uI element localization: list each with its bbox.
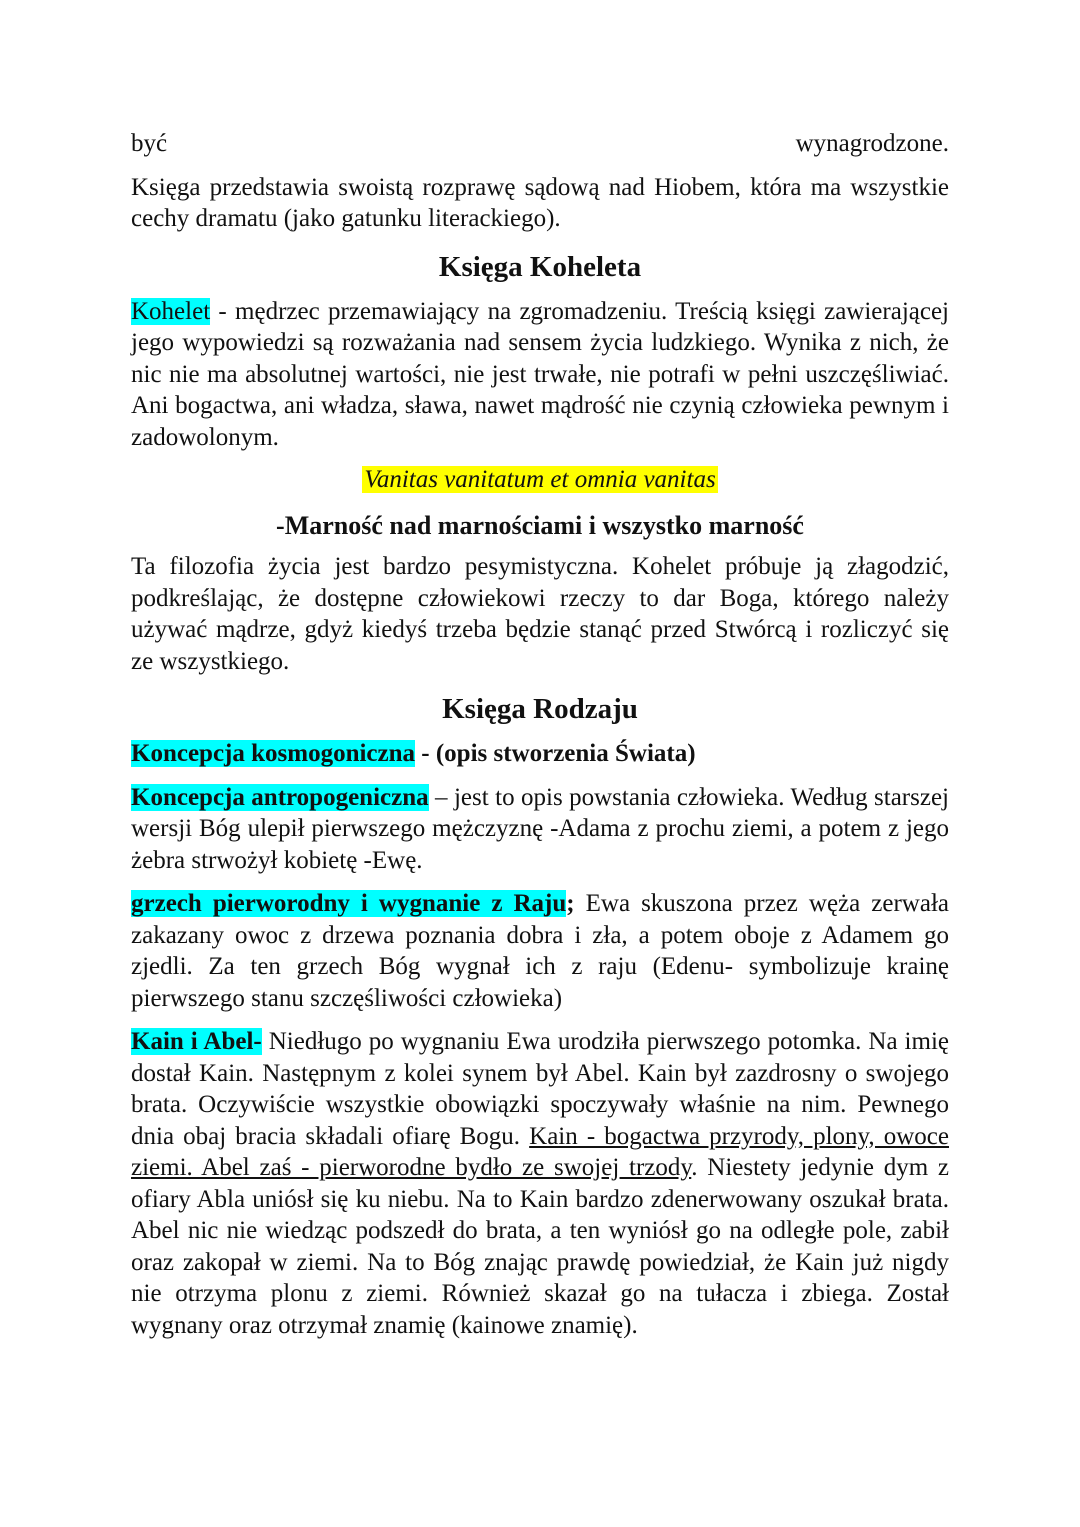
kosmo-paragraph (131, 738, 949, 770)
kosmo-term: Koncepcja kosmogoniczna (131, 740, 416, 767)
antropo-term: Koncepcja antropogeniczna (131, 783, 429, 811)
kain-underlined: Kain - bogactwa przyrody, plony, owoce ziemi. Abel zaś - pierworodne bydło ze swojej trzody (131, 1122, 949, 1181)
grzech-paragraph (131, 888, 949, 1014)
intro-word-left: być (131, 130, 168, 157)
intro-line (131, 128, 949, 160)
rodzaju-heading: Księga Rodzaju (442, 693, 638, 725)
kohelet-text: - mędrzec przemawiający na zgromadzeniu. Treścią księgi zawierającej jego wypowiedzi są rozważania nad sensem życia ludzkiego. Wynika z nich, że nic nie ma absolutnej wartości, nie jest trwałe, nie potrafi w pełni uszczęśliwiać. Ani bogactwa, ani władza, sława, nawet mądrość nie czynią człowieka pewnym i zadowolonym. (131, 297, 949, 451)
hiob-paragraph: Księga przedstawia swoistą rozprawę sądową nad Hiobem, która ma wszystkie cechy dramatu (jako gatunku literackiego). (131, 173, 949, 232)
kohelet-paragraph (131, 296, 949, 454)
kain-text-1: Niedługo po wygnaniu Ewa urodziła pierwszego potomka. Na imię dostał Kain. Następnym z kolei synem był Abel. Kain był zazdrosny o swojego brata. Oczywiście wszystkie obowiązki spoczywały właśnie na nim. Pewnego dnia obaj bracia składali ofiarę Bogu. (131, 1028, 949, 1150)
koheleta-heading: Księga Koheleta (438, 250, 642, 283)
kosmo-text: - (opis stworzenia Świata) (415, 740, 696, 767)
grzech-semicolon: ; (566, 890, 575, 917)
document-page (131, 128, 949, 1341)
antropo-text: – jest to opis powstania człowieka. Według starszej wersji Bóg ulepił pierwszego mężczyznę -Adama z prochu ziemi, a potem z jego żebra strwożył kobietę -Ewę. (131, 783, 950, 874)
latin-quote: Vanitas vanitatum et omnia vanitas (364, 466, 716, 493)
motto-heading: -Marność nad marnościami i wszystko marność (276, 510, 804, 540)
grzech-term: grzech pierworodny i wygnanie z Raju (131, 890, 567, 917)
kain-term: Kain i Abel- (131, 1028, 262, 1055)
kain-text-2: . Niestety jedynie dym z ofiary Abla uniósł się ku niebu. Na to Kain bardzo zdenerwowany oszukał brata. Abel nic nie wiedząc podszedł do brata, a ten wyniósł go na odległe pole, zabił oraz zakopał w ziemi. Na to Bóg znając prawdę powiedział, że Kain już nigdy nie otrzyma plonu z ziemi. Również skazał go na tułacza i zbiega. Został wygnany oraz otrzymał znamię (kainowe znamię). (131, 1154, 949, 1339)
quote-line (131, 464, 949, 496)
grzech-text: Ewa skuszona przez węża zerwała zakazany owoc z drzewa poznania dobra i zła, a potem oboje z Adamem go zjedli. Za ten grzech Bóg wygnał ich z raju (Edenu- symbolizuje krainę pierwszego stanu szczęśliwości człowieka) (131, 890, 949, 1012)
kain-paragraph (131, 1026, 949, 1341)
intro-word-right: wynagrodzone. (795, 130, 949, 157)
kohelet-term: Kohelet (131, 297, 211, 325)
philosophy-paragraph: Ta filozofia życia jest bardzo pesymistyczna. Kohelet próbuje ją złagodzić, podkreślając, że dostępne człowiekowi rzeczy to dar Boga, którego należy używać mądrze, gdyż kiedyś trzeba będzie stanąć przed Stwórcą i rozliczyć się ze wszystkiego. (131, 553, 949, 675)
antropo-paragraph (131, 782, 949, 877)
